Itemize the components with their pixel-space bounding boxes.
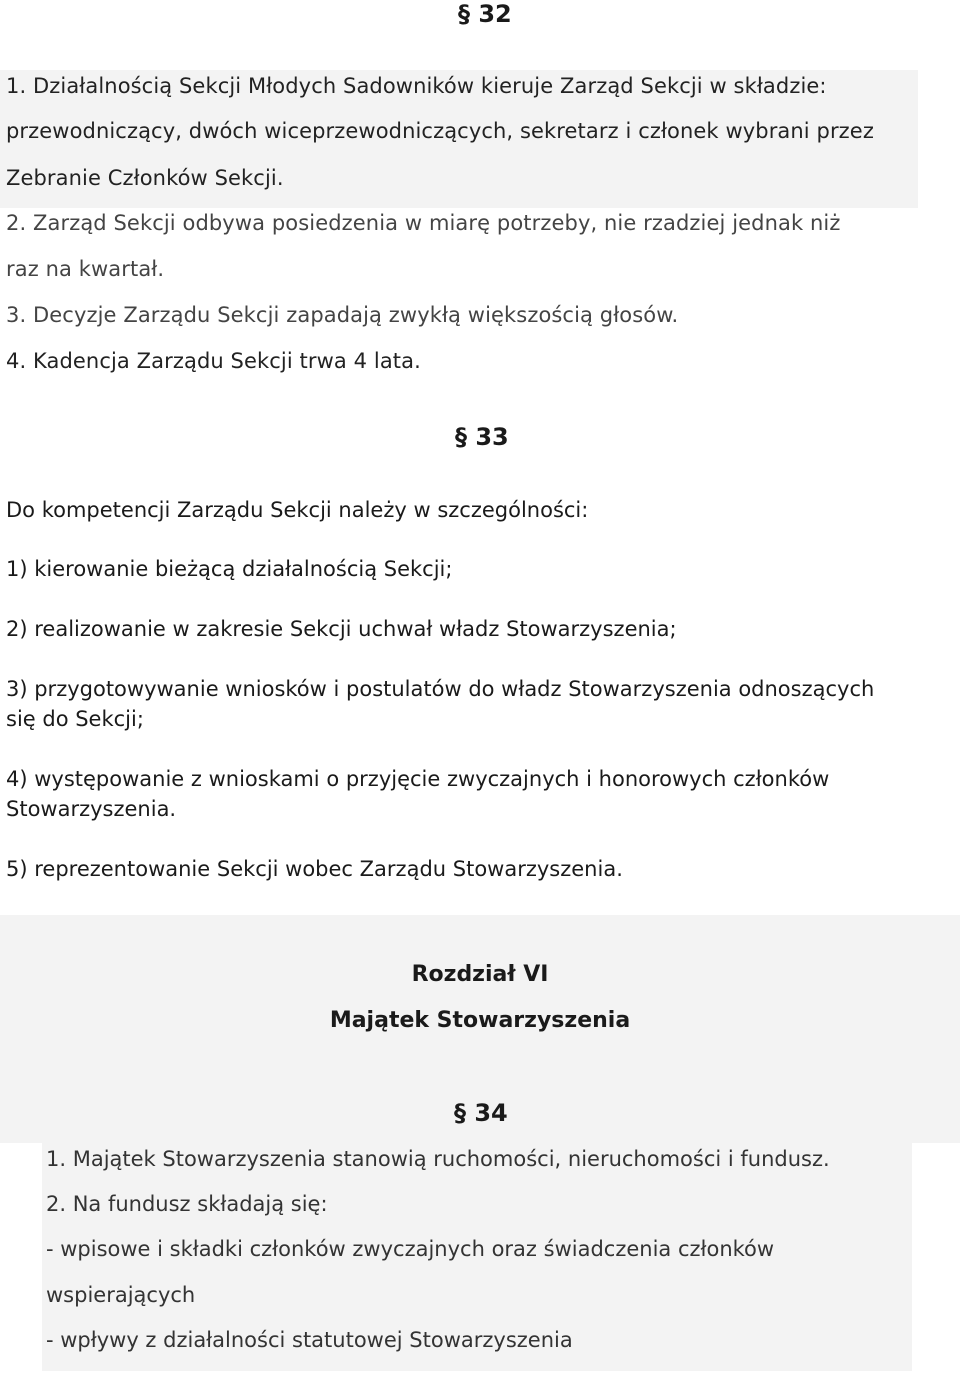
section-34-line-2: 2. Na fundusz składają się: <box>46 1192 328 1216</box>
section-32-line-4: 2. Zarząd Sekcji odbywa posiedzenia w miarę potrzeby, nie rzadziej jednak niż <box>6 211 841 235</box>
section-33-item-3b: się do Sekcji; <box>6 707 144 731</box>
section-33-heading: § 33 <box>455 423 509 451</box>
section-32-line-7: 4. Kadencja Zarządu Sekcji trwa 4 lata. <box>6 349 421 373</box>
section-33-item-5: 5) reprezentowanie Sekcji wobec Zarządu Stowarzyszenia. <box>6 857 623 881</box>
section-34-line-4: wspierających <box>46 1283 196 1307</box>
section-32-heading: § 32 <box>458 0 512 28</box>
section-32-line-3: Zebranie Członków Sekcji. <box>6 166 284 190</box>
chapter-number: Rozdział VI <box>411 962 549 987</box>
section-33-intro: Do kompetencji Zarządu Sekcji należy w szczególności: <box>6 498 589 522</box>
section-32-line-5: raz na kwartał. <box>6 257 165 281</box>
section-33-item-3a: 3) przygotowywanie wniosków i postulatów do władz Stowarzyszenia odnoszących <box>6 677 875 701</box>
section-34-line-3: - wpisowe i składki członków zwyczajnych oraz świadczenia członków <box>46 1237 775 1261</box>
section-32-line-2: przewodniczący, dwóch wiceprzewodniczących, sekretarz i członek wybrani przez <box>6 119 874 143</box>
section-33-item-4b: Stowarzyszenia. <box>6 797 177 821</box>
section-34-heading: § 34 <box>454 1099 508 1127</box>
section-33-item-4a: 4) występowanie z wnioskami o przyjęcie zwyczajnych i honorowych członków <box>6 767 830 791</box>
chapter-title: Majątek Stowarzyszenia <box>329 1008 631 1033</box>
section-34-line-1: 1. Majątek Stowarzyszenia stanowią ruchomości, nieruchomości i fundusz. <box>46 1147 830 1171</box>
section-33-item-2: 2) realizowanie w zakresie Sekcji uchwał władz Stowarzyszenia; <box>6 617 677 641</box>
section-34-line-5: - wpływy z działalności statutowej Stowarzyszenia <box>46 1328 573 1352</box>
section-32-line-6: 3. Decyzje Zarządu Sekcji zapadają zwykłą większością głosów. <box>6 303 679 327</box>
section-32-line-1: 1. Działalnością Sekcji Młodych Sadowników kieruje Zarząd Sekcji w składzie: <box>6 74 827 98</box>
section-33-item-1: 1) kierowanie bieżącą działalnością Sekcji; <box>6 557 453 581</box>
